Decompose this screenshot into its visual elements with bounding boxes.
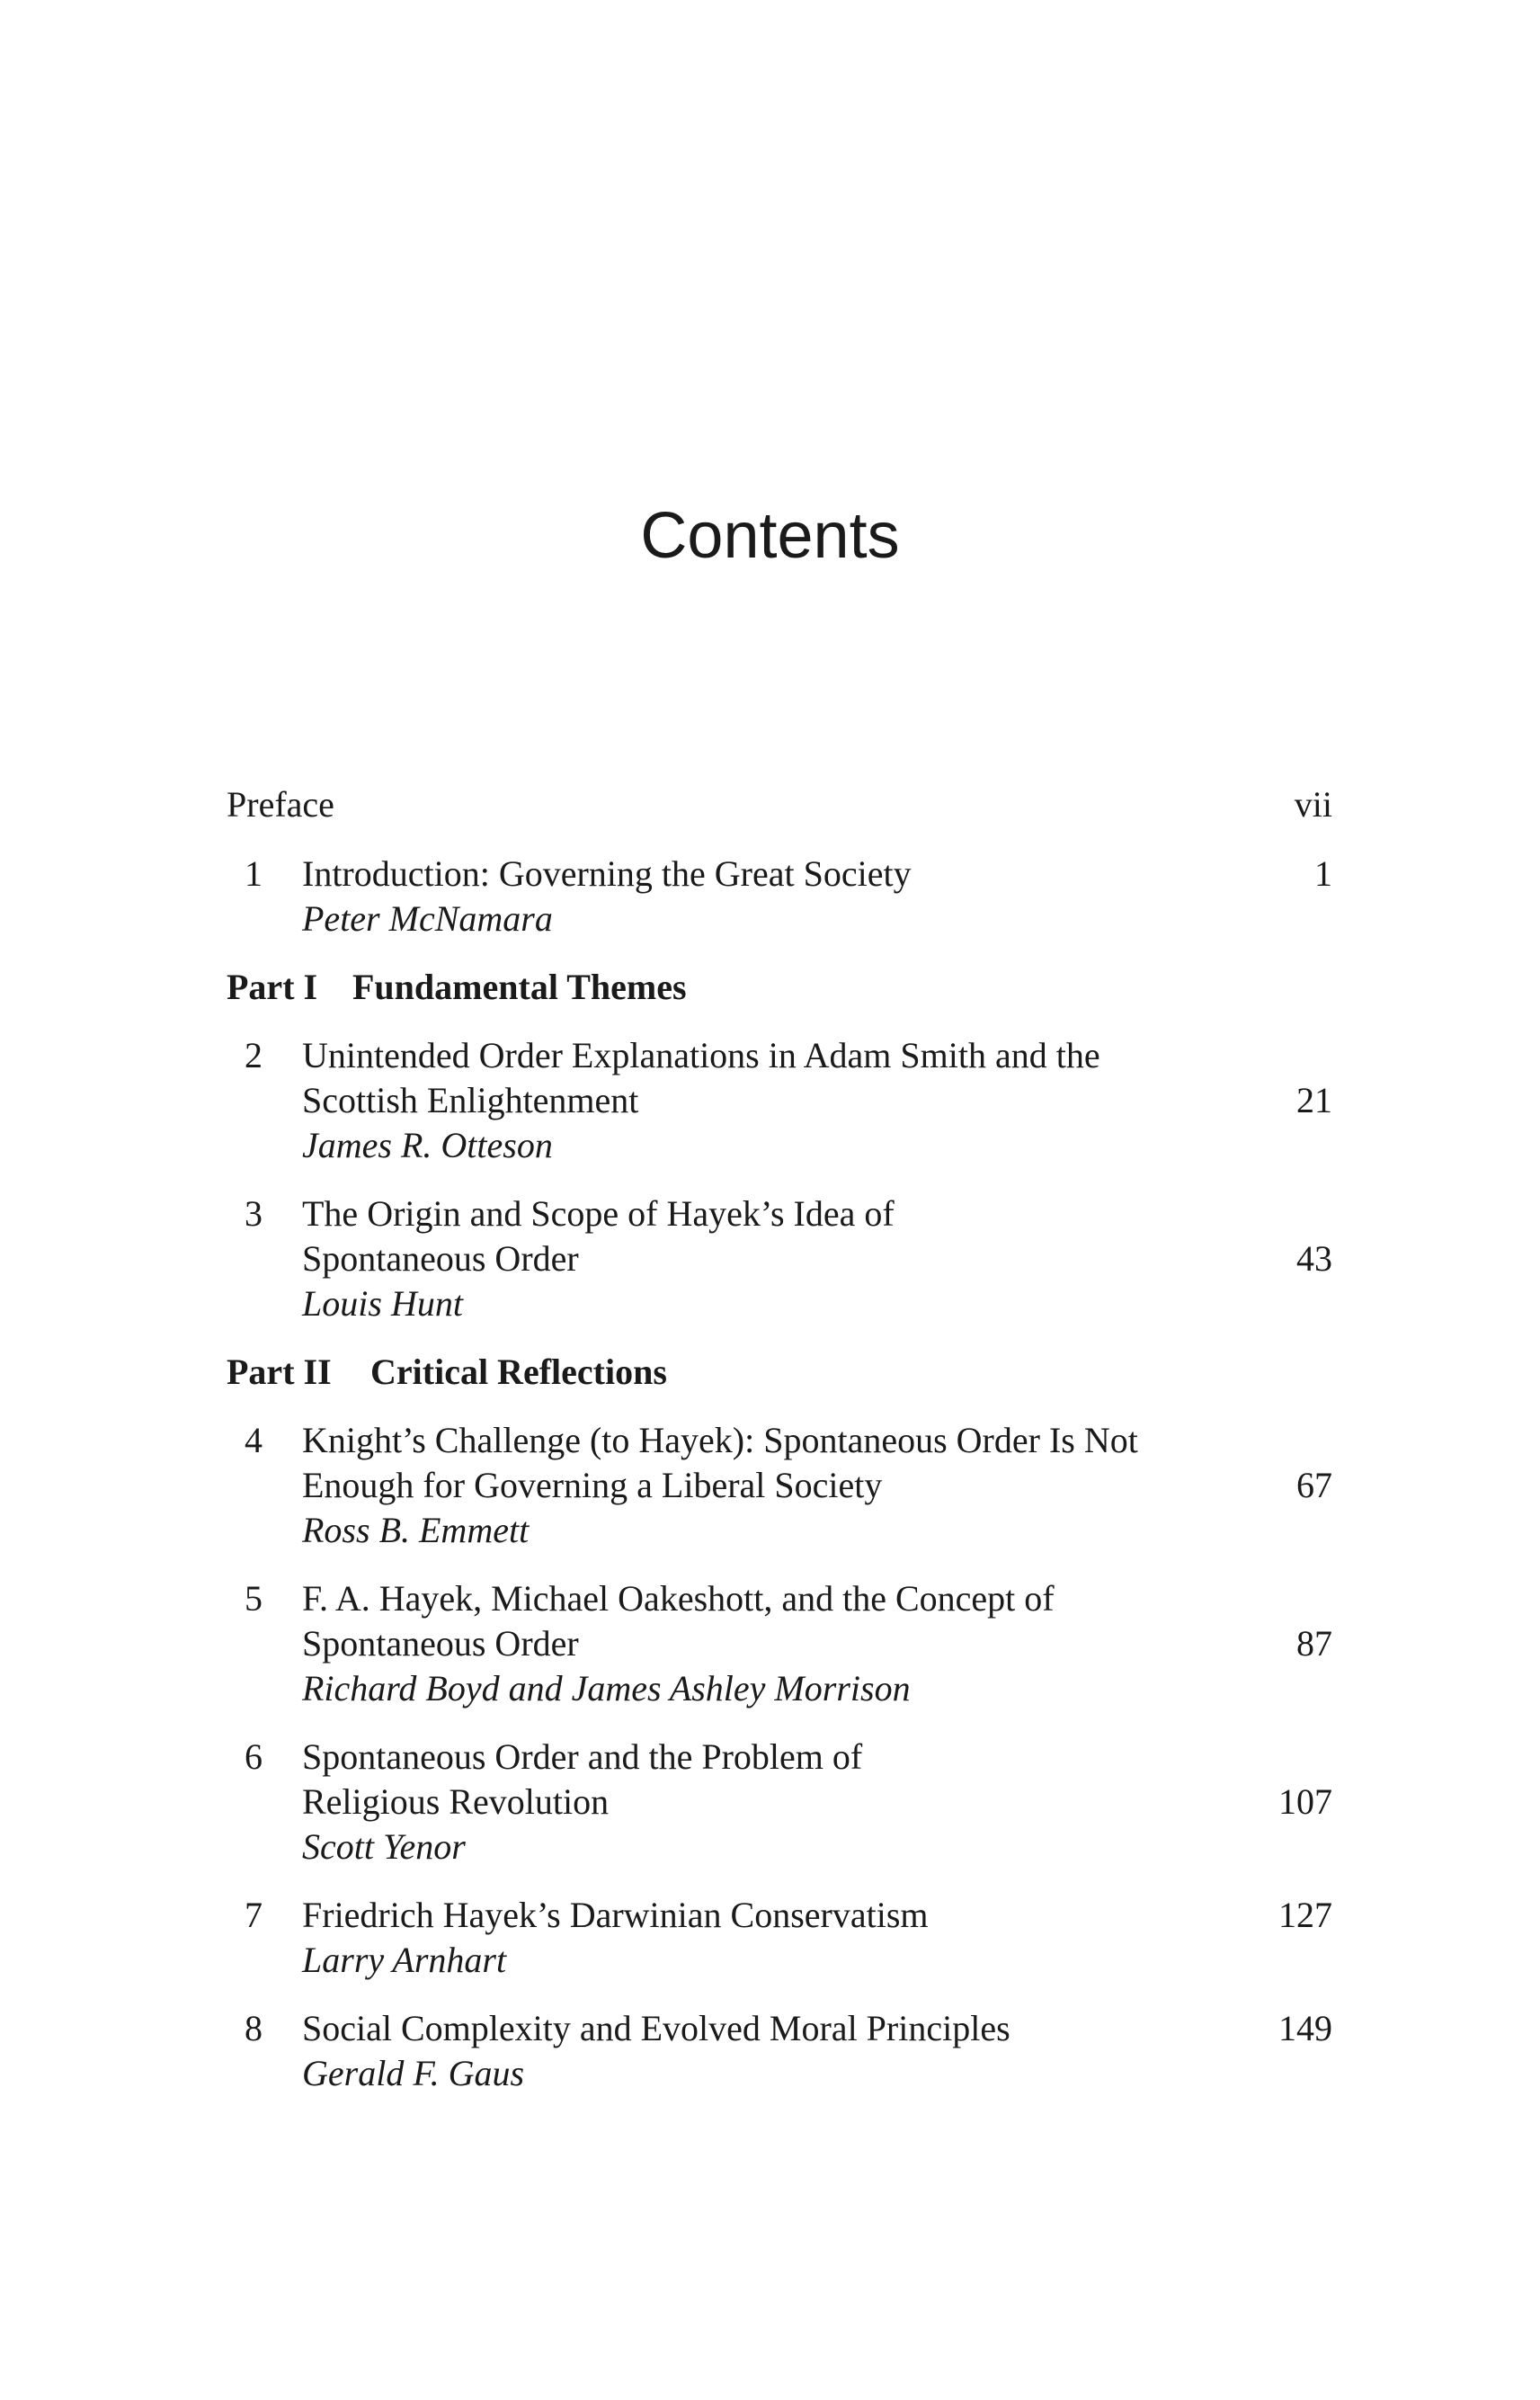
chapter-number: 6 (245, 1736, 263, 1777)
chapter-author: Richard Boyd and James Ashley Morrison (302, 1668, 911, 1709)
page-number: 43 (1296, 1238, 1332, 1279)
chapter-author: Gerald F. Gaus (302, 2053, 525, 2093)
chapter-title-line: F. A. Hayek, Michael Oakeshott, and the Concept of (302, 1578, 1055, 1619)
part-label: Part II (227, 1352, 332, 1392)
toc-entry-chapter-3[interactable] (227, 1191, 1332, 1326)
toc-entry-chapter-4[interactable] (227, 1418, 1332, 1553)
chapter-number: 3 (245, 1193, 263, 1234)
chapter-title-line: Social Complexity and Evolved Moral Principles 149 (302, 2006, 1332, 2051)
page-number: 67 (1296, 1465, 1332, 1505)
page-number: 107 (1278, 1781, 1332, 1822)
toc-entry-chapter-8[interactable] (227, 2006, 1332, 2096)
chapter-title-line: Friedrich Hayek’s Darwinian Conservatism 127 (302, 1893, 1332, 1938)
chapter-number: 8 (245, 2008, 263, 2048)
page-number: vii (1294, 784, 1332, 825)
part-heading-2 (227, 1350, 1332, 1395)
chapter-title-line: Introduction: Governing the Great Society 1 (302, 852, 1332, 897)
toc-entry-chapter-5[interactable] (227, 1576, 1332, 1711)
chapter-author: Louis Hunt (302, 1283, 463, 1324)
part-name: Critical Reflections (370, 1352, 667, 1392)
chapter-number: 1 (245, 853, 263, 894)
chapter-title-line: Unintended Order Explanations in Adam Smith and the (302, 1035, 1100, 1075)
part-label: Part I (227, 967, 318, 1007)
chapter-title-line: Spontaneous Order 43 (302, 1236, 1332, 1281)
chapter-title-line: Religious Revolution 107 (302, 1780, 1332, 1825)
chapter-number: 2 (245, 1035, 263, 1075)
page-number: 127 (1278, 1895, 1332, 1935)
chapter-author: Scott Yenor (302, 1826, 466, 1867)
part-name: Fundamental Themes (352, 967, 687, 1007)
page-number: 149 (1278, 2008, 1332, 2048)
chapter-title-line: Enough for Governing a Liberal Society 67 (302, 1463, 1332, 1508)
chapter-author: Peter McNamara (302, 898, 553, 939)
chapter-title-line: The Origin and Scope of Hayek’s Idea of (302, 1193, 895, 1234)
toc-entry-chapter-6[interactable] (227, 1735, 1332, 1869)
chapter-number: 4 (245, 1420, 263, 1460)
chapter-title-line: Knight’s Challenge (to Hayek): Spontaneous Order Is Not (302, 1420, 1138, 1460)
table-of-contents (227, 782, 1332, 2119)
toc-entry-preface[interactable] (227, 782, 1332, 827)
chapter-author: Ross B. Emmett (302, 1510, 530, 1550)
page-number: 87 (1296, 1623, 1332, 1664)
toc-entry-chapter-1[interactable] (227, 852, 1332, 941)
chapter-author: Larry Arnhart (302, 1940, 507, 1980)
chapter-title-line: Spontaneous Order 87 (302, 1621, 1332, 1666)
chapter-title-line: Spontaneous Order and the Problem of (302, 1736, 863, 1777)
page-number: 1 (1314, 853, 1332, 894)
chapter-number: 5 (245, 1578, 263, 1619)
page-title: Contents (640, 500, 900, 572)
entry-title: Preface (227, 784, 334, 825)
toc-entry-chapter-7[interactable] (227, 1893, 1332, 1983)
part-heading-1 (227, 965, 1332, 1010)
chapter-number: 7 (245, 1895, 263, 1935)
toc-entry-chapter-2[interactable] (227, 1033, 1332, 1168)
chapter-author: James R. Otteson (302, 1125, 553, 1165)
page-number: 21 (1296, 1080, 1332, 1120)
chapter-title-line: Scottish Enlightenment 21 (302, 1078, 1332, 1123)
